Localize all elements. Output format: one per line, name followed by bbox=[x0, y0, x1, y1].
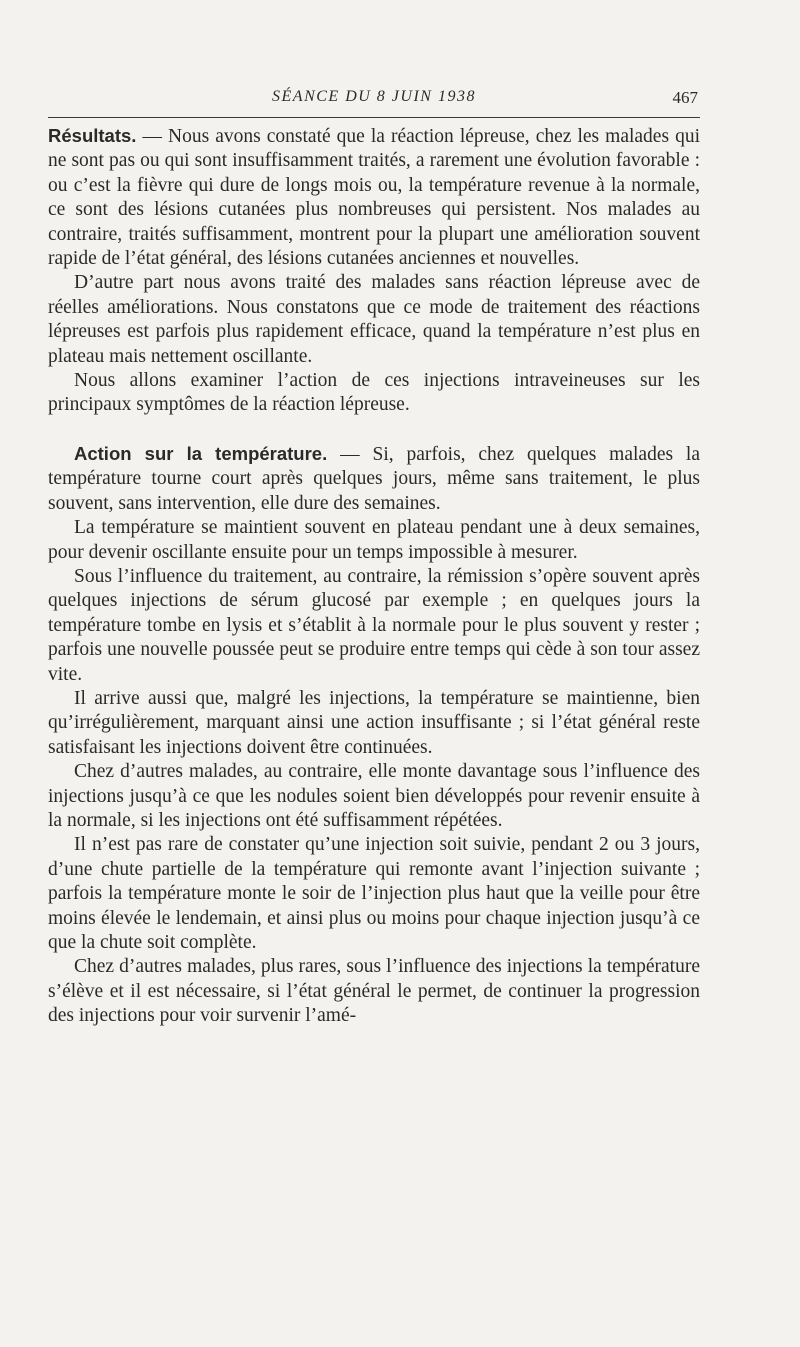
paragraph: Nous allons examiner l’action de ces injections intraveineuses sur les principaux symptômes de la réaction lépreuse. bbox=[48, 370, 700, 416]
section-gap bbox=[48, 418, 700, 442]
paragraph: Résultats. — Nous avons constaté que la réaction lépreuse, chez les malades qui ne sont pas ou qui sont insuffisamment traités, a rarement une évolution favorable : ou c’est la fièvre qui dure de longs mois ou, la température revenue à la normale, ce sont des lésions cutanées plus nombreuses qui persistent. Nos malades au contraire, traités suffisamment, montrent pour la plupart une amélioration souvent rapide de l’état général, des lésions cutanées anciennes et nouvelles. bbox=[48, 125, 700, 270]
paragraph: La température se maintient souvent en plateau pendant une à deux semaines, pour devenir oscillante ensuite pour un temps impossible à mesurer. bbox=[48, 517, 700, 563]
paragraph: Sous l’influence du traitement, au contraire, la rémission s’opère souvent après quelques injections de sérum glucosé par exemple ; en quelques jours la température tombe en lysis et s’établit à la normale pour le plus souvent y rester ; parfois une nouvelle poussée peut se produire entre temps qui cède à son tour assez vite. bbox=[48, 565, 700, 685]
section-heading-temperature: Action sur la température. bbox=[74, 442, 328, 464]
paragraph: Il n’est pas rare de constater qu’une injection soit suivie, pendant 2 ou 3 jours, d’une chute partielle de la température qui remonte avant l’injection suivante ; parfois la température monte le soir de l’injection plus haut que la veille pour être moins élevée le lendemain, et ainsi plus ou moins pour chaque injection jusqu’à ce que la chute soit complète. bbox=[48, 834, 700, 953]
paragraph: Chez d’autres malades, au contraire, elle monte davantage sous l’influence des injections jusqu’à ce que les nodules soient bien développés pour revenir ensuite à la normale, si les injections ont été suffisamment répétées. bbox=[48, 761, 700, 831]
page-number: 467 bbox=[672, 88, 698, 107]
body-text bbox=[48, 124, 700, 1029]
header-rule bbox=[48, 117, 700, 118]
running-title: SÉANCE DU 8 JUIN 1938 bbox=[272, 88, 476, 105]
section-heading-results: Résultats. bbox=[48, 125, 137, 146]
paragraph: Il arrive aussi que, malgré les injections, la température se maintienne, bien qu’irrégulièrement, marquant ainsi une action insuffisante ; si l’état général reste satisfaisant les injections doivent être continuées. bbox=[48, 687, 700, 758]
paragraph: D’autre part nous avons traité des malades sans réaction lépreuse avec de réelles améliorations. Nous constatons que ce mode de traitement des réactions lépreuses est parfois plus rapidement efficace, quand la température n’est plus en plateau mais nettement oscillante. bbox=[48, 272, 700, 367]
page-header bbox=[48, 86, 700, 110]
paragraph: Action sur la température. — Si, parfois, chez quelques malades la température tourne court après quelques jours, même sans traitement, le plus souvent, sans intervention, elle dure des semaines. bbox=[48, 442, 701, 514]
paragraph: Chez d’autres malades, plus rares, sous l’influence des injections la température s’élève et il est nécessaire, si l’état général le permet, de continuer la progression des injections pour voir survenir l’amé- bbox=[48, 956, 700, 1027]
